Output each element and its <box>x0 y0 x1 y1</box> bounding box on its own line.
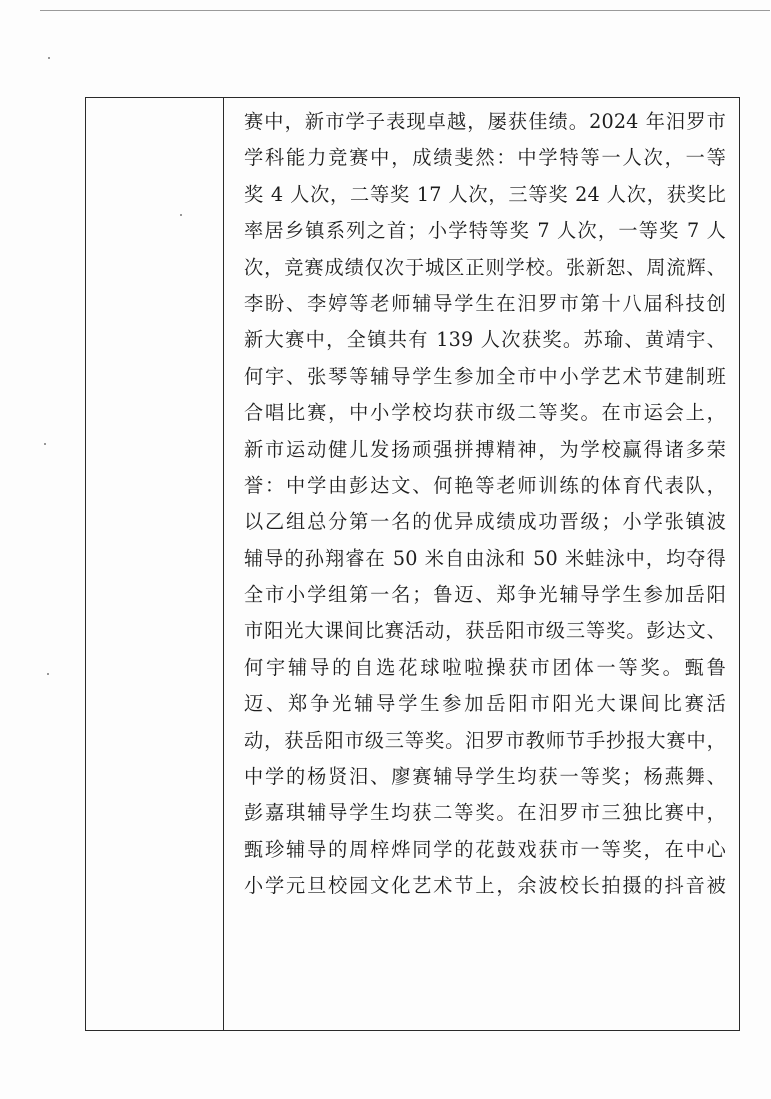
text-line: 奖 4 人次，二等奖 17 人次，三等奖 24 人次，获奖比 <box>244 182 726 206</box>
text-line: 李盼、李婷等老师辅导学生在汨罗市第十八届科技创 <box>244 291 726 315</box>
page-top-edge <box>40 10 770 11</box>
scan-speck <box>44 443 46 445</box>
text-line: 辅导的孙翔睿在 50 米自由泳和 50 米蛙泳中，均夺得 <box>244 546 726 570</box>
text-line: 迈、郑争光辅导学生参加岳阳市阳光大课间比赛活 <box>244 692 726 716</box>
text-line: 新大赛中，全镇共有 139 人次获奖。苏瑜、黄靖宇、 <box>244 328 726 352</box>
table-label-column <box>86 98 224 1030</box>
text-line: 誉：中学由彭达文、何艳等老师训练的体育代表队， <box>244 473 726 497</box>
text-line: 次，竞赛成绩仅次于城区正则学校。张新恕、周流辉、 <box>244 255 726 279</box>
text-line: 率居乡镇系列之首；小学特等奖 7 人次，一等奖 7 人 <box>244 219 726 243</box>
text-line: 彭嘉琪辅导学生均获二等奖。在汨罗市三独比赛中， <box>244 801 726 825</box>
text-line: 何宇辅导的自选花球啦啦操获市团体一等奖。甄鲁 <box>244 655 726 679</box>
text-line: 市阳光大课间比赛活动，获岳阳市级三等奖。彭达文、 <box>244 619 726 643</box>
text-line: 小学元旦校园文化艺术节上，余波校长拍摄的抖音被 <box>244 874 726 898</box>
text-line: 动，获岳阳市级三等奖。汨罗市教师节手抄报大赛中， <box>244 728 726 752</box>
text-line: 新市运动健儿发扬顽强拼搏精神，为学校赢得诸多荣 <box>244 437 726 461</box>
text-line: 合唱比赛，中小学校均获市级二等奖。在市运会上， <box>244 401 726 425</box>
document-table <box>85 97 740 1031</box>
text-line: 全市小学组第一名；鲁迈、郑争光辅导学生参加岳阳 <box>244 583 726 607</box>
text-line: 学科能力竞赛中，成绩斐然：中学特等一人次，一等 <box>244 146 726 170</box>
text-line: 中学的杨贤汨、廖赛辅导学生均获一等奖；杨燕舞、 <box>244 765 726 789</box>
text-line: 何宇、张琴等辅导学生参加全市中小学艺术节建制班 <box>244 364 726 388</box>
scan-speck <box>48 57 50 59</box>
text-line: 以乙组总分第一名的优异成绩成功晋级；小学张镇波 <box>244 510 726 534</box>
text-line: 甄珍辅导的周梓烨同学的花鼓戏获市一等奖，在中心 <box>244 837 726 861</box>
scan-speck <box>47 673 49 675</box>
body-paragraph <box>244 104 726 905</box>
text-line: 赛中，新市学子表现卓越，屡获佳绩。2024 年汨罗市 <box>244 110 726 133</box>
